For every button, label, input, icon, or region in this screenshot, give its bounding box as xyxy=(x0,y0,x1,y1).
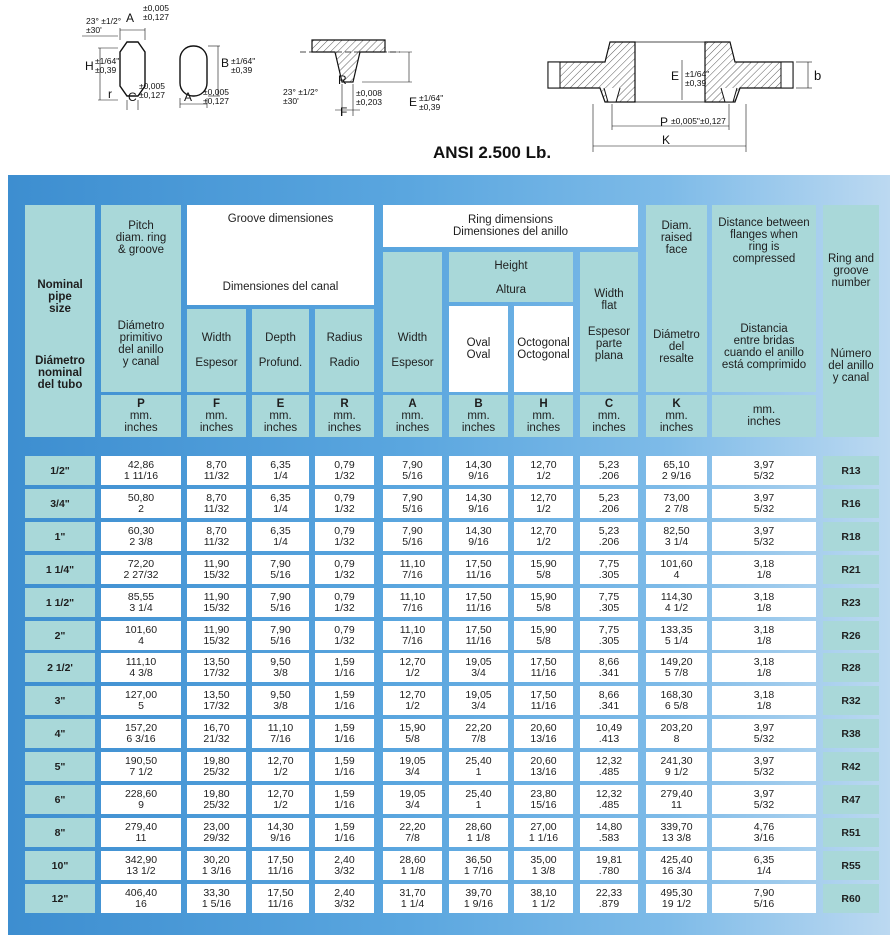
header-flat-c-es: Espesor parte plana xyxy=(587,326,631,362)
ring-c-label: C xyxy=(128,90,137,104)
table-cell-b: 17,50 11/16 xyxy=(449,555,508,584)
header-width-a-es: Espesor xyxy=(391,357,434,369)
table-cell-r: 2,40 3/32 xyxy=(315,851,374,880)
groove-e-label: E xyxy=(409,95,418,109)
table-cell-a: 12,70 1/2 xyxy=(383,653,442,682)
table-cell-d: 3,18 1/8 xyxy=(712,588,816,617)
table-cell-h: 15,90 5/8 xyxy=(514,588,573,617)
table-cell-d: 3,18 1/8 xyxy=(712,653,816,682)
table-cell-b: 39,70 1 9/16 xyxy=(449,884,508,913)
table-cell-f: 19,80 25/32 xyxy=(187,785,246,814)
table-cell-ring: R28 xyxy=(823,653,879,682)
groove-r-label: R xyxy=(338,73,347,87)
table-cell-size: 1 1/2" xyxy=(25,588,95,617)
table-cell-ring: R55 xyxy=(823,851,879,880)
table-cell-ring: R21 xyxy=(823,555,879,584)
table-cell-k: 65,10 2 9/16 xyxy=(646,456,707,485)
table-cell-e: 7,90 5/16 xyxy=(252,588,309,617)
table-cell-r: 1,59 1/16 xyxy=(315,818,374,847)
table-cell-p: 50,80 2 xyxy=(101,489,181,518)
ring-r-label: r xyxy=(108,87,112,101)
table-cell-size: 2 1/2' xyxy=(25,653,95,682)
table-cell-b: 14,30 9/16 xyxy=(449,489,508,518)
table-cell-c: 12,32 .485 xyxy=(580,785,638,814)
table-cell-p: 157,20 6 3/16 xyxy=(101,719,181,748)
table-cell-p: 127,00 5 xyxy=(101,686,181,715)
table-cell-ring: R18 xyxy=(823,522,879,551)
table-cell-d: 3,97 5/32 xyxy=(712,489,816,518)
table-cell-e: 6,35 1/4 xyxy=(252,522,309,551)
table-cell-k: 203,20 8 xyxy=(646,719,707,748)
table-cell-a: 15,90 5/8 xyxy=(383,719,442,748)
table-cell-size: 2" xyxy=(25,621,95,650)
header-width-f xyxy=(187,309,246,392)
table-cell-p: 190,50 7 1/2 xyxy=(101,752,181,781)
code-r: R xyxy=(340,398,349,410)
header-width-f-es: Espesor xyxy=(195,357,238,369)
code-h: H xyxy=(539,398,548,410)
table-cell-size: 12" xyxy=(25,884,95,913)
table-cell-r: 1,59 1/16 xyxy=(315,686,374,715)
dimension-table xyxy=(8,175,890,935)
ring-c-tolerance: ±0,005 ±0,127 xyxy=(139,81,165,100)
table-cell-e: 7,90 5/16 xyxy=(252,555,309,584)
table-cell-p: 111,10 4 3/8 xyxy=(101,653,181,682)
code-e: E xyxy=(276,398,285,410)
code-f: F xyxy=(212,398,221,410)
ring-a-tolerance: ±0,005 ±0,127 xyxy=(143,3,169,22)
table-cell-ring: R47 xyxy=(823,785,879,814)
table-cell-c: 7,75 .305 xyxy=(580,588,638,617)
header-depth-e xyxy=(252,309,309,392)
header-width-a-en: Width xyxy=(397,332,428,344)
table-cell-f: 11,90 15/32 xyxy=(187,621,246,650)
table-cell-h: 17,50 11/16 xyxy=(514,653,573,682)
header-nominal-es: Diámetro nominal del tubo xyxy=(35,355,85,391)
header-depth-e-en: Depth xyxy=(265,332,296,344)
header-raised-k-es: Diámetro del resalte xyxy=(653,329,700,365)
table-cell-c: 14,80 .583 xyxy=(580,818,638,847)
header-ring-number xyxy=(823,205,879,437)
table-cell-b: 17,50 11/16 xyxy=(449,621,508,650)
table-cell-r: 0,79 1/32 xyxy=(315,555,374,584)
table-cell-d: 3,18 1/8 xyxy=(712,686,816,715)
table-cell-f: 13,50 17/32 xyxy=(187,686,246,715)
table-cell-p: 342,90 13 1/2 xyxy=(101,851,181,880)
oval-b-label: B xyxy=(221,56,230,70)
table-cell-a: 12,70 1/2 xyxy=(383,686,442,715)
table-cell-c: 8,66 .341 xyxy=(580,653,638,682)
table-cell-c: 7,75 .305 xyxy=(580,555,638,584)
table-cell-h: 20,60 13/16 xyxy=(514,752,573,781)
header-distance xyxy=(712,205,816,392)
table-cell-size: 4" xyxy=(25,719,95,748)
table-cell-h: 15,90 5/8 xyxy=(514,555,573,584)
table-cell-k: 73,00 2 7/8 xyxy=(646,489,707,518)
table-cell-k: 425,40 16 3/4 xyxy=(646,851,707,880)
header-distance-en: Distance between flanges when ring is compressed xyxy=(718,217,810,265)
table-cell-r: 0,79 1/32 xyxy=(315,489,374,518)
unit-k xyxy=(646,395,707,437)
table-cell-c: 5,23 .206 xyxy=(580,489,638,518)
units-b: mm. inches xyxy=(461,410,496,434)
table-cell-k: 279,40 11 xyxy=(646,785,707,814)
table-cell-k: 495,30 19 1/2 xyxy=(646,884,707,913)
units-c: mm. inches xyxy=(592,410,626,434)
flange-k-label: K xyxy=(662,133,671,147)
table-cell-a: 11,10 7/16 xyxy=(383,588,442,617)
header-depth-e-es: Profund. xyxy=(258,357,303,369)
table-cell-k: 339,70 13 3/8 xyxy=(646,818,707,847)
page-title: ANSI 2.500 Lb. xyxy=(433,143,552,162)
table-cell-f: 13,50 17/32 xyxy=(187,653,246,682)
table-cell-h: 17,50 11/16 xyxy=(514,686,573,715)
table-cell-b: 19,05 3/4 xyxy=(449,686,508,715)
header-radius-r xyxy=(315,309,374,392)
table-cell-e: 14,30 9/16 xyxy=(252,818,309,847)
table-cell-r: 1,59 1/16 xyxy=(315,653,374,682)
table-cell-size: 3" xyxy=(25,686,95,715)
header-height-group xyxy=(449,252,573,302)
header-height-en: Height xyxy=(494,260,528,272)
header-flat-c xyxy=(580,252,638,392)
table-cell-ring: R13 xyxy=(823,456,879,485)
table-cell-h: 35,00 1 3/8 xyxy=(514,851,573,880)
table-cell-p: 72,20 2 27/32 xyxy=(101,555,181,584)
units-p: mm. inches xyxy=(124,410,158,434)
table-cell-a: 11,10 7/16 xyxy=(383,621,442,650)
table-cell-f: 16,70 21/32 xyxy=(187,719,246,748)
table-cell-h: 27,00 1 1/16 xyxy=(514,818,573,847)
table-cell-c: 7,75 .305 xyxy=(580,621,638,650)
table-cell-h: 12,70 1/2 xyxy=(514,489,573,518)
unit-h xyxy=(514,395,573,437)
header-raised-k-en: Diam. raised face xyxy=(660,220,693,256)
table-cell-b: 28,60 1 1/8 xyxy=(449,818,508,847)
table-cell-p: 406,40 16 xyxy=(101,884,181,913)
groove-f-tolerance: ±0,008 ±0,203 xyxy=(356,88,382,107)
header-pitch-es: Diámetro primitivo del anillo y canal xyxy=(117,320,165,368)
table-cell-d: 3,97 5/32 xyxy=(712,522,816,551)
header-flat-c-en: Width flat xyxy=(594,288,624,312)
table-cell-size: 5" xyxy=(25,752,95,781)
table-cell-e: 17,50 11/16 xyxy=(252,884,309,913)
unit-f xyxy=(187,395,246,437)
table-cell-c: 5,23 .206 xyxy=(580,456,638,485)
code-a: A xyxy=(408,398,417,410)
table-cell-r: 0,79 1/32 xyxy=(315,588,374,617)
table-cell-a: 19,05 3/4 xyxy=(383,785,442,814)
table-cell-ring: R42 xyxy=(823,752,879,781)
technical-drawing-area xyxy=(0,0,890,175)
flange-p-label: P xyxy=(660,115,669,129)
flange-b-label: b xyxy=(814,68,822,83)
table-cell-r: 0,79 1/32 xyxy=(315,522,374,551)
unit-b xyxy=(449,395,508,437)
table-cell-f: 23,00 29/32 xyxy=(187,818,246,847)
table-cell-p: 101,60 4 xyxy=(101,621,181,650)
table-cell-d: 3,97 5/32 xyxy=(712,719,816,748)
table-cell-f: 8,70 11/32 xyxy=(187,489,246,518)
table-cell-a: 11,10 7/16 xyxy=(383,555,442,584)
table-cell-e: 12,70 1/2 xyxy=(252,752,309,781)
table-cell-e: 9,50 3/8 xyxy=(252,686,309,715)
table-cell-k: 133,35 5 1/4 xyxy=(646,621,707,650)
table-cell-f: 11,90 15/32 xyxy=(187,588,246,617)
table-cell-r: 1,59 1/16 xyxy=(315,719,374,748)
table-cell-size: 1" xyxy=(25,522,95,551)
table-cell-d: 3,97 5/32 xyxy=(712,456,816,485)
table-cell-k: 101,60 4 xyxy=(646,555,707,584)
table-cell-d: 6,35 1/4 xyxy=(712,851,816,880)
units-e: mm. inches xyxy=(263,410,298,434)
table-cell-k: 241,30 9 1/2 xyxy=(646,752,707,781)
table-cell-a: 19,05 3/4 xyxy=(383,752,442,781)
header-ring-number-es: Número del anillo y canal xyxy=(828,348,874,384)
table-cell-e: 11,10 7/16 xyxy=(252,719,309,748)
header-radius-r-en: Radius xyxy=(326,332,363,344)
table-cell-a: 7,90 5/16 xyxy=(383,522,442,551)
table-cell-p: 279,40 11 xyxy=(101,818,181,847)
table-cell-ring: R26 xyxy=(823,621,879,650)
table-cell-b: 22,20 7/8 xyxy=(449,719,508,748)
table-cell-p: 42,86 1 11/16 xyxy=(101,456,181,485)
table-cell-k: 149,20 5 7/8 xyxy=(646,653,707,682)
header-ring-number-en: Ring and groove number xyxy=(827,253,875,289)
table-cell-e: 6,35 1/4 xyxy=(252,456,309,485)
table-cell-d: 3,18 1/8 xyxy=(712,555,816,584)
header-raised-k xyxy=(646,205,707,392)
table-cell-r: 1,59 1/16 xyxy=(315,785,374,814)
table-cell-h: 20,60 13/16 xyxy=(514,719,573,748)
table-cell-p: 60,30 2 3/8 xyxy=(101,522,181,551)
table-cell-k: 82,50 3 1/4 xyxy=(646,522,707,551)
header-groove-es: Dimensiones del canal xyxy=(222,281,339,293)
table-cell-size: 3/4" xyxy=(25,489,95,518)
groove-angle-tolerance: 23° ±1/2° ±30' xyxy=(283,87,319,106)
table-cell-ring: R23 xyxy=(823,588,879,617)
table-cell-p: 85,55 3 1/4 xyxy=(101,588,181,617)
table-cell-d: 3,97 5/32 xyxy=(712,752,816,781)
header-distance-es: Distancia entre bridas cuando el anillo está comprimido xyxy=(721,323,807,371)
units-f: mm. inches xyxy=(199,410,234,434)
header-nominal xyxy=(25,205,95,437)
header-groove-group xyxy=(187,205,374,305)
code-b: B xyxy=(474,398,483,410)
table-cell-e: 7,90 5/16 xyxy=(252,621,309,650)
table-cell-size: 10" xyxy=(25,851,95,880)
table-cell-r: 0,79 1/32 xyxy=(315,621,374,650)
unit-p xyxy=(101,395,181,437)
code-c: C xyxy=(604,398,614,410)
table-cell-e: 6,35 1/4 xyxy=(252,489,309,518)
header-width-f-en: Width xyxy=(201,332,232,344)
table-cell-e: 17,50 11/16 xyxy=(252,851,309,880)
table-cell-ring: R60 xyxy=(823,884,879,913)
table-cell-a: 28,60 1 1/8 xyxy=(383,851,442,880)
header-octagonal-h: Octogonal Octogonal xyxy=(514,306,573,392)
table-cell-b: 14,30 9/16 xyxy=(449,522,508,551)
table-cell-h: 12,70 1/2 xyxy=(514,456,573,485)
oval-a-tolerance: ±0,005 ±0,127 xyxy=(203,87,229,106)
unit-a xyxy=(383,395,442,437)
table-cell-size: 1 1/4" xyxy=(25,555,95,584)
table-cell-r: 0,79 1/32 xyxy=(315,456,374,485)
header-oval-b: Oval Oval xyxy=(449,306,508,392)
table-cell-h: 12,70 1/2 xyxy=(514,522,573,551)
unit-r xyxy=(315,395,374,437)
code-p: P xyxy=(137,398,145,410)
table-cell-a: 7,90 5/16 xyxy=(383,489,442,518)
unit-c xyxy=(580,395,638,437)
ring-h-tolerance: ±1/64" ±0,39 xyxy=(95,56,120,75)
units-a: mm. inches xyxy=(395,410,430,434)
header-pitch xyxy=(101,205,181,392)
table-cell-ring: R38 xyxy=(823,719,879,748)
table-cell-f: 30,20 1 3/16 xyxy=(187,851,246,880)
table-cell-f: 33,30 1 5/16 xyxy=(187,884,246,913)
table-cell-b: 17,50 11/16 xyxy=(449,588,508,617)
table-cell-e: 12,70 1/2 xyxy=(252,785,309,814)
table-cell-r: 2,40 3/32 xyxy=(315,884,374,913)
header-groove-en: Groove dimensiones xyxy=(227,213,334,225)
table-cell-r: 1,59 1/16 xyxy=(315,752,374,781)
flange-p-tolerance: ±0,005"±0,127 xyxy=(671,116,726,126)
ring-angle-tolerance: 23° ±1/2° ±30' xyxy=(86,16,122,35)
table-cell-size: 1/2" xyxy=(25,456,95,485)
table-cell-size: 8" xyxy=(25,818,95,847)
oval-b-tolerance: ±1/64" ±0,39 xyxy=(231,56,256,75)
code-k: K xyxy=(672,398,681,410)
table-cell-b: 14,30 9/16 xyxy=(449,456,508,485)
table-cell-c: 10,49 .413 xyxy=(580,719,638,748)
table-cell-a: 22,20 7/8 xyxy=(383,818,442,847)
table-cell-f: 19,80 25/32 xyxy=(187,752,246,781)
table-cell-c: 12,32 .485 xyxy=(580,752,638,781)
table-cell-b: 25,40 1 xyxy=(449,785,508,814)
table-cell-d: 3,18 1/8 xyxy=(712,621,816,650)
table-cell-f: 11,90 15/32 xyxy=(187,555,246,584)
ring-a-label: A xyxy=(126,11,135,25)
table-cell-c: 19,81 .780 xyxy=(580,851,638,880)
table-cell-k: 114,30 4 1/2 xyxy=(646,588,707,617)
header-height-es: Altura xyxy=(495,284,527,296)
flange-section xyxy=(548,42,812,152)
units-r: mm. inches xyxy=(327,410,362,434)
table-cell-ring: R51 xyxy=(823,818,879,847)
table-cell-p: 228,60 9 xyxy=(101,785,181,814)
table-cell-ring: R32 xyxy=(823,686,879,715)
table-cell-d: 4,76 3/16 xyxy=(712,818,816,847)
table-cell-e: 9,50 3/8 xyxy=(252,653,309,682)
units-k: mm. inches xyxy=(659,410,694,434)
table-cell-c: 22,33 .879 xyxy=(580,884,638,913)
header-ring-group: Ring dimensions Dimensiones del anillo xyxy=(383,205,638,247)
header-width-a xyxy=(383,252,442,392)
flange-e-tolerance: ±1/64" ±0,39 xyxy=(685,69,710,88)
oval-a-label: A xyxy=(184,90,193,104)
table-cell-d: 3,97 5/32 xyxy=(712,785,816,814)
table-cell-b: 19,05 3/4 xyxy=(449,653,508,682)
table-cell-f: 8,70 11/32 xyxy=(187,522,246,551)
table-cell-a: 31,70 1 1/4 xyxy=(383,884,442,913)
header-pitch-en: Pitch diam. ring & groove xyxy=(115,220,167,256)
unit-e xyxy=(252,395,309,437)
groove-e-tolerance: ±1/64" ±0,39 xyxy=(419,93,444,112)
table-cell-h: 15,90 5/8 xyxy=(514,621,573,650)
table-cell-a: 7,90 5/16 xyxy=(383,456,442,485)
table-cell-c: 8,66 .341 xyxy=(580,686,638,715)
units-h: mm. inches xyxy=(526,410,561,434)
table-cell-k: 168,30 6 5/8 xyxy=(646,686,707,715)
ring-h-label: H xyxy=(85,59,94,73)
table-cell-b: 25,40 1 xyxy=(449,752,508,781)
table-cell-c: 5,23 .206 xyxy=(580,522,638,551)
header-nominal-en: Nominal pipe size xyxy=(37,279,83,315)
units-distance: mm. inches xyxy=(712,395,816,437)
table-cell-h: 23,80 15/16 xyxy=(514,785,573,814)
groove-f-label: F xyxy=(340,105,348,119)
table-cell-size: 6" xyxy=(25,785,95,814)
table-cell-b: 36,50 1 7/16 xyxy=(449,851,508,880)
table-cell-h: 38,10 1 1/2 xyxy=(514,884,573,913)
table-cell-ring: R16 xyxy=(823,489,879,518)
flange-e-label: E xyxy=(671,69,680,83)
table-cell-d: 7,90 5/16 xyxy=(712,884,816,913)
table-cell-f: 8,70 11/32 xyxy=(187,456,246,485)
header-radius-r-es: Radio xyxy=(329,357,360,369)
